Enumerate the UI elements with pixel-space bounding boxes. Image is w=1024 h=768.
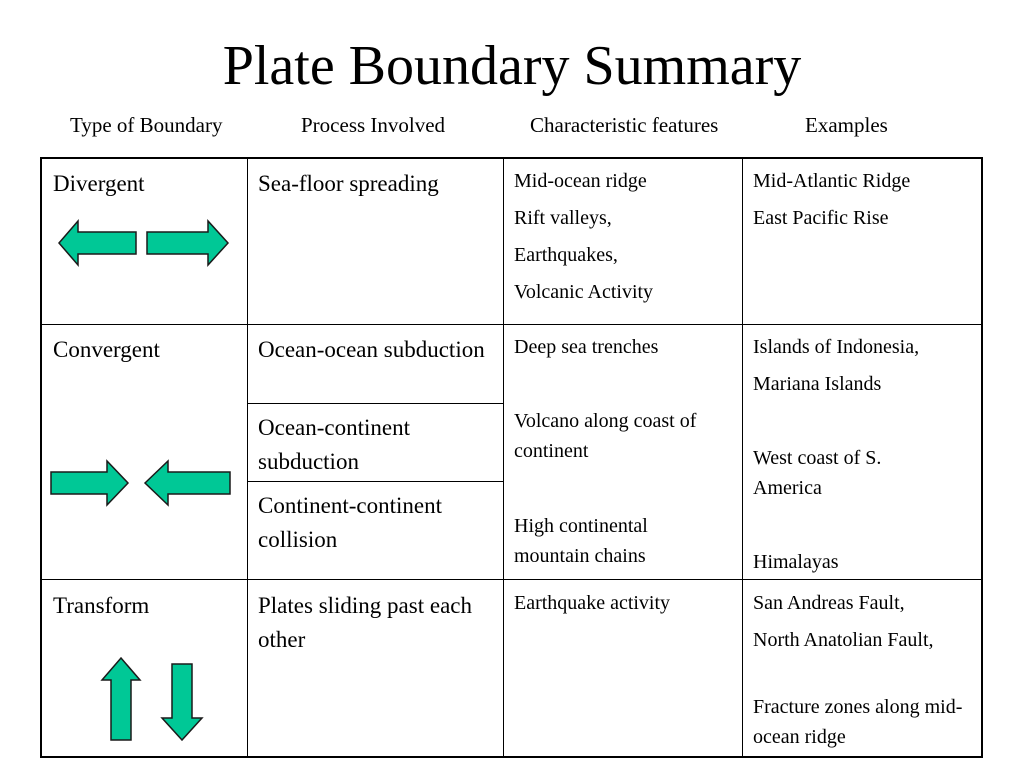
- header-features: Characteristic features: [530, 113, 719, 137]
- process-cell: [258, 333, 488, 367]
- header-type: Type of Boundary: [70, 113, 223, 137]
- example-item: [753, 692, 978, 752]
- boundary-type: Transform: [53, 593, 150, 618]
- example-item: Mid-Atlantic Ridge: [753, 170, 911, 192]
- process-text: Ocean-ocean subduction: [258, 337, 485, 362]
- example-text: West coast of S. America: [753, 447, 882, 499]
- feature-item: Earthquakes,: [514, 244, 618, 266]
- feature-item: [514, 511, 724, 571]
- example-item: Mariana Islands: [753, 373, 882, 395]
- column-divider: [503, 157, 504, 758]
- feature-item: Rift valleys,: [514, 207, 612, 229]
- header-process: Process Involved: [301, 113, 446, 137]
- example-text: North Anatolian Fault,: [753, 629, 934, 651]
- example-item: East Pacific Rise: [753, 207, 889, 229]
- arrow-up-icon: [100, 656, 142, 742]
- subrow-divider: [247, 403, 503, 404]
- feature-text: Volcano along coast of continent: [514, 410, 697, 462]
- arrow-down-icon: [160, 662, 204, 742]
- feature-text: High continental mountain chains: [514, 515, 648, 567]
- process-cell: [258, 489, 498, 557]
- row-divider: [40, 579, 983, 580]
- example-item: Himalayas: [753, 551, 839, 573]
- column-divider: [247, 157, 248, 758]
- arrow-left-icon: [143, 459, 233, 507]
- page-title: Plate Boundary Summary: [222, 35, 802, 97]
- process-cell: [258, 411, 488, 479]
- example-item: [753, 625, 953, 655]
- process-text: Continent-continent collision: [258, 493, 442, 552]
- header-examples: Examples: [805, 113, 888, 137]
- row-divider: [40, 324, 983, 325]
- example-item: San Andreas Fault,: [753, 592, 905, 614]
- subrow-divider: [247, 481, 503, 482]
- column-divider: [742, 157, 743, 758]
- feature-item: [514, 406, 734, 466]
- arrow-right-icon: [49, 459, 131, 507]
- feature-item: Volcanic Activity: [514, 281, 654, 303]
- boundary-type: Convergent: [53, 337, 160, 362]
- boundary-type: Divergent: [53, 171, 145, 196]
- feature-item: Earthquake activity: [514, 592, 671, 614]
- example-item: [753, 443, 953, 503]
- arrow-right-icon: [145, 219, 230, 267]
- feature-item: Mid-ocean ridge: [514, 170, 647, 192]
- arrow-left-icon: [58, 219, 138, 267]
- example-item: Islands of Indonesia,: [753, 336, 920, 358]
- process-cell: Sea-floor spreading: [258, 171, 439, 196]
- feature-item: Deep sea trenches: [514, 336, 659, 358]
- example-text: Fracture zones along mid-ocean ridge: [753, 696, 963, 748]
- process-cell: [258, 589, 488, 657]
- process-text: Ocean-continent subduction: [258, 415, 410, 474]
- process-text: Plates sliding past each other: [258, 593, 472, 652]
